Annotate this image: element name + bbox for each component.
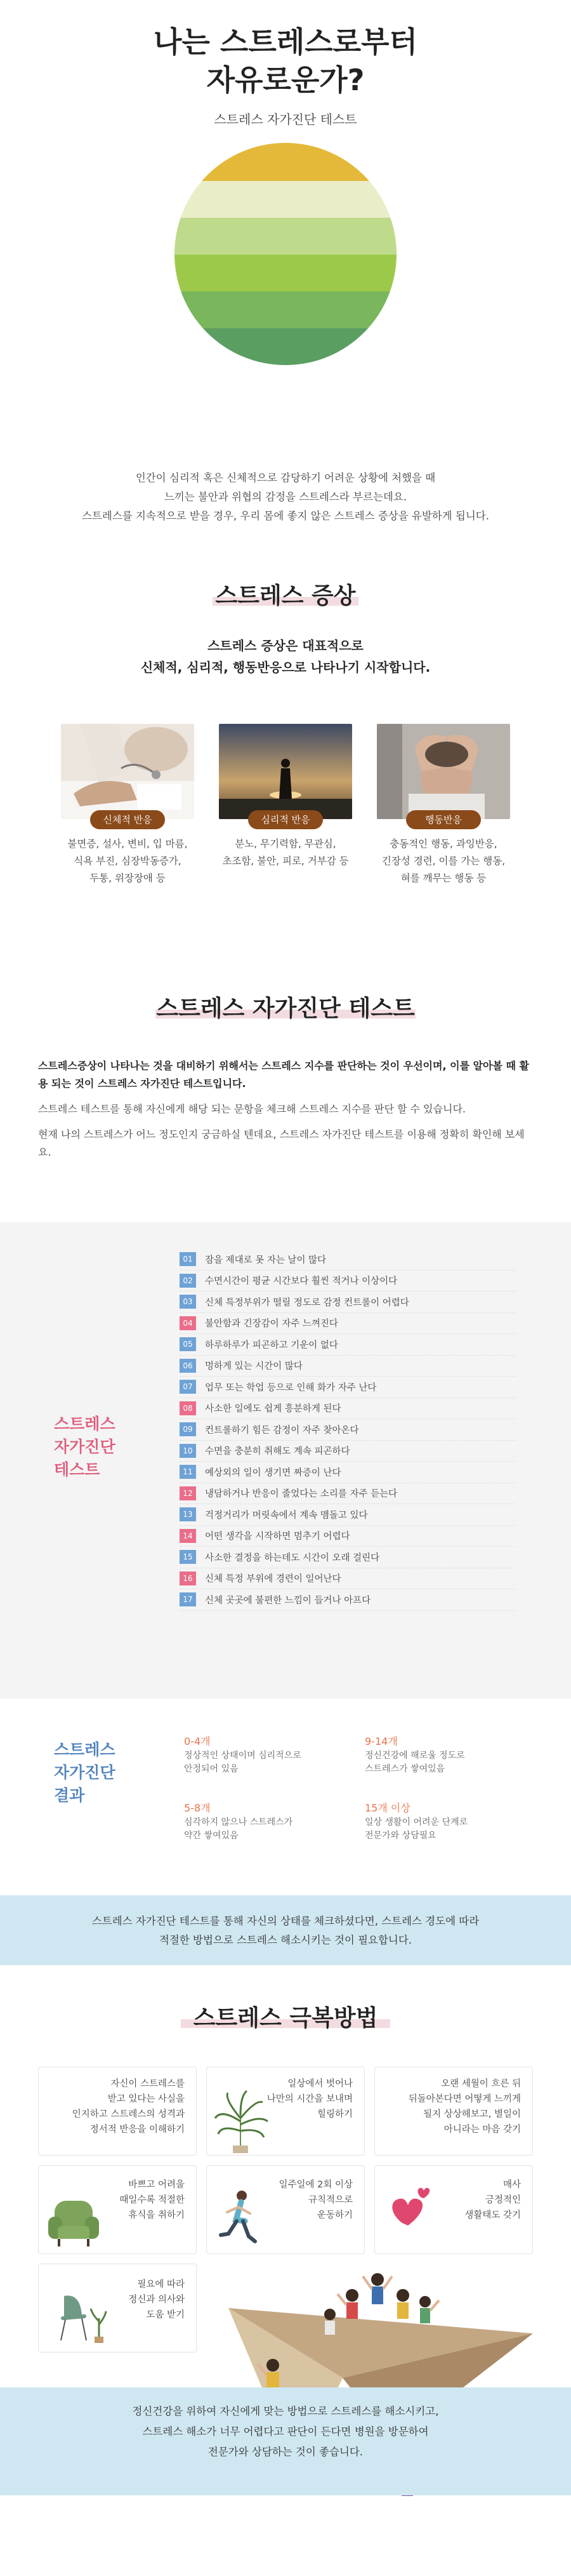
chair-plant-illustration [45, 2283, 108, 2347]
symptom-card-psychological [219, 724, 352, 870]
hero-title [0, 23, 571, 99]
item-number: 06 [180, 1359, 196, 1373]
intro-paragraph: 현재 나의 스트레스가 어느 정도인지 궁금하실 텐데요, 스트레스 자가진단 테스트를 이용해 정확히 확인해 보세요. [38, 1128, 525, 1158]
heart-icon [386, 2185, 437, 2236]
item-number: 15 [180, 1550, 196, 1564]
hero-text-line: 인간이 심리적 혹은 신체적으로 감당하기 어려운 상황에 처했을 때 [135, 472, 436, 484]
checklist-item: 05 하루하루가 피곤하고 기운이 없다 [180, 1334, 516, 1356]
checklist-item: 17 신체 곳곳에 불편한 느낌이 들거나 아프다 [180, 1589, 516, 1611]
symptom-tag: 신체적 반응 [90, 810, 165, 829]
coping-card: 일주일에 2회 이상 규칙적으로 운동하기 [206, 2165, 365, 2254]
checklist-item: 12 냉담하거나 반응이 줄었다는 소리를 자주 듣는다 [180, 1483, 516, 1505]
hero-text-line: 느끼는 불안과 위협의 감정을 스트레스라 부르는데요. [164, 491, 407, 503]
result-item: 0-4개 정상적인 상태이며 심리적으로 안정되어 있음 [184, 1735, 301, 1774]
coping-title: 스트레스 극복방법 [0, 2000, 571, 2032]
item-number: 11 [180, 1465, 196, 1479]
results-summary-band: 스트레스 자가진단 테스트를 통해 자신의 상태를 체크하셨다면, 스트레스 경도에 따라 적절한 방법으로 스트레스 해소시키는 것이 필요합니다. [0, 1895, 571, 1965]
hero-subtitle: 스트레스 자가진단 테스트 [214, 112, 357, 127]
coping-card: 필요에 따라 정신과 의사와 도움 받기 [38, 2264, 197, 2352]
checklist-item: 07 업무 또는 학업 등으로 인해 화가 자주 난다 [180, 1377, 516, 1398]
item-number: 07 [180, 1380, 196, 1394]
checklist-item: 09 컨트롤하기 힘든 감정이 자주 찾아온다 [180, 1419, 516, 1441]
checklist-item: 03 신체 특정부위가 떨릴 정도로 감정 컨트롤이 어렵다 [180, 1291, 516, 1313]
item-number: 13 [180, 1507, 196, 1521]
hero-text-line: 스트레스를 지속적으로 받을 경우, 우리 몸에 좋지 않은 스트레스 증상을 유발하게 됩니다. [82, 510, 489, 522]
hero-title-line2: 자유로운가? [206, 63, 365, 97]
intro-paragraph: 스트레스증상이 나타나는 것을 대비하기 위해서는 스트레스 지수를 판단하는 것이 우선이며, 이를 알아볼 때 활용 되는 것이 스트레스 자가진단 테스트입니다. [38, 1060, 530, 1090]
coping-card: 오랜 세월이 흐른 뒤 뒤돌아본다면 어떻게 느끼게 될지 상상해보고, 별일이 아니라는 마음 갖기 [374, 2067, 533, 2156]
hero-section [0, 0, 571, 673]
item-number: 01 [180, 1252, 196, 1266]
item-number: 10 [180, 1444, 196, 1458]
symptom-tag: 심리적 반응 [248, 810, 323, 829]
item-number: 03 [180, 1295, 196, 1309]
checklist-item: 10 수면을 충분히 취해도 계속 피곤하다 [180, 1441, 516, 1462]
checklist-item: 01 잠을 제대로 못 자는 날이 많다 [180, 1249, 516, 1271]
item-number: 05 [180, 1337, 196, 1351]
striped-ball-illustration [174, 143, 397, 365]
doctor-consultation-photo [61, 724, 194, 819]
coping-card: 바쁘고 어려울 때일수록 적절한 휴식을 취하기 [38, 2165, 197, 2254]
symptom-card-physical [61, 724, 194, 887]
coping-card: 매사 긍정적인 생활태도 갖기 [374, 2165, 533, 2254]
item-number: 17 [180, 1592, 196, 1606]
selftest-title: 스트레스 자가진단 테스트 [156, 996, 415, 1022]
checklist-item: 11 예상외의 일이 생기면 짜증이 난다 [180, 1462, 516, 1483]
result-item: 5-8개 심각하지 않으나 스트레스가 약간 쌓여있음 [184, 1802, 293, 1841]
checklist-item: 08 사소한 일에도 쉽게 흥분하게 된다 [180, 1398, 516, 1420]
checklist-item: 15 사소한 결정을 하는데도 시간이 오래 걸린다 [180, 1547, 516, 1568]
checklist-item: 14 어떤 생각을 시작하면 멈추기 어렵다 [180, 1526, 516, 1547]
results-label: 스트레스 자가진단 결과 [54, 1740, 115, 1805]
sunset-silhouette-photo [219, 724, 352, 819]
checklist-label: 스트레스 자가진단 테스트 [54, 1415, 115, 1479]
stressed-man-photo [377, 724, 510, 819]
checklist-item: 04 불안함과 긴장감이 자주 느껴진다 [180, 1313, 516, 1335]
checklist-items [180, 1249, 516, 1611]
symptom-text: 충동적인 행동, 과잉반응, 긴장성 경련, 이를 가는 행동, 혀를 깨무는 행동 등 [381, 838, 506, 884]
hero-title-line1: 나는 스트레스로부터 [154, 25, 417, 59]
intro-paragraph: 스트레스 테스트를 통해 자신에게 해당 되는 문항을 체크해 스트레스 지수를 판단 할 수 있습니다. [38, 1103, 466, 1115]
result-item: 15개 이상 일상 생활이 어려운 단계로 전문가와 상담필요 [365, 1802, 468, 1841]
item-number: 12 [180, 1486, 196, 1500]
symptom-text: 분노, 무기력함, 무관심, 초조함, 불안, 피로, 거부감 등 [222, 838, 349, 867]
item-number: 14 [180, 1529, 196, 1543]
item-number: 09 [180, 1422, 196, 1436]
symptom-tag: 행동반응 [406, 810, 481, 829]
symptom-card-behavioral [377, 724, 510, 887]
checklist-item: 16 신체 특정 부위에 경련이 일어난다 [180, 1568, 516, 1590]
coping-card: 일상에서 벗어나 나만의 시간을 보내며 힐링하기 [206, 2067, 365, 2156]
item-number: 08 [180, 1401, 196, 1415]
result-item: 9-14개 정신건강에 해로울 정도로 스트레스가 쌓여있음 [365, 1735, 465, 1774]
item-number: 02 [180, 1274, 196, 1288]
coping-card: 자신이 스트레스를 받고 있다는 사실을 인지하고 스트레스의 성격과 정서적 반응을 이해하기 [38, 2067, 197, 2156]
closing-band: 정신건강을 위하여 자신에게 맞는 방법으로 스트레스를 해소시키고, 스트레스 해소가 너무 어렵다고 판단이 든다면 병원을 방문하여 전문가와 상담하는 것이 좋습니다. [0, 2387, 571, 2495]
armchair-illustration [45, 2191, 102, 2248]
symptom-text: 불면증, 설사, 변비, 입 마름, 식욕 부진, 심장박동증가, 두통, 위장장애 등 [67, 838, 188, 884]
checklist-section [0, 1222, 571, 1698]
checklist-item: 02 수면시간이 평균 시간보다 훨씬 적거나 이상이다 [180, 1271, 516, 1292]
symptoms-title: 스트레스 증상 [0, 578, 571, 610]
checklist-item: 06 멍하게 있는 시간이 많다 [180, 1356, 516, 1377]
checklist-item: 13 걱정거리가 머릿속에서 계속 맴돌고 있다 [180, 1504, 516, 1526]
symptoms-lead: 스트레스 증상은 대표적으로 신체적, 심리적, 행동반응으로 나타나기 시작합니다. [140, 638, 431, 675]
selftest-intro [38, 1057, 533, 1169]
item-number: 04 [180, 1316, 196, 1330]
plant-illustration [212, 2090, 269, 2153]
hero-description [38, 469, 533, 526]
item-number: 16 [180, 1572, 196, 1585]
